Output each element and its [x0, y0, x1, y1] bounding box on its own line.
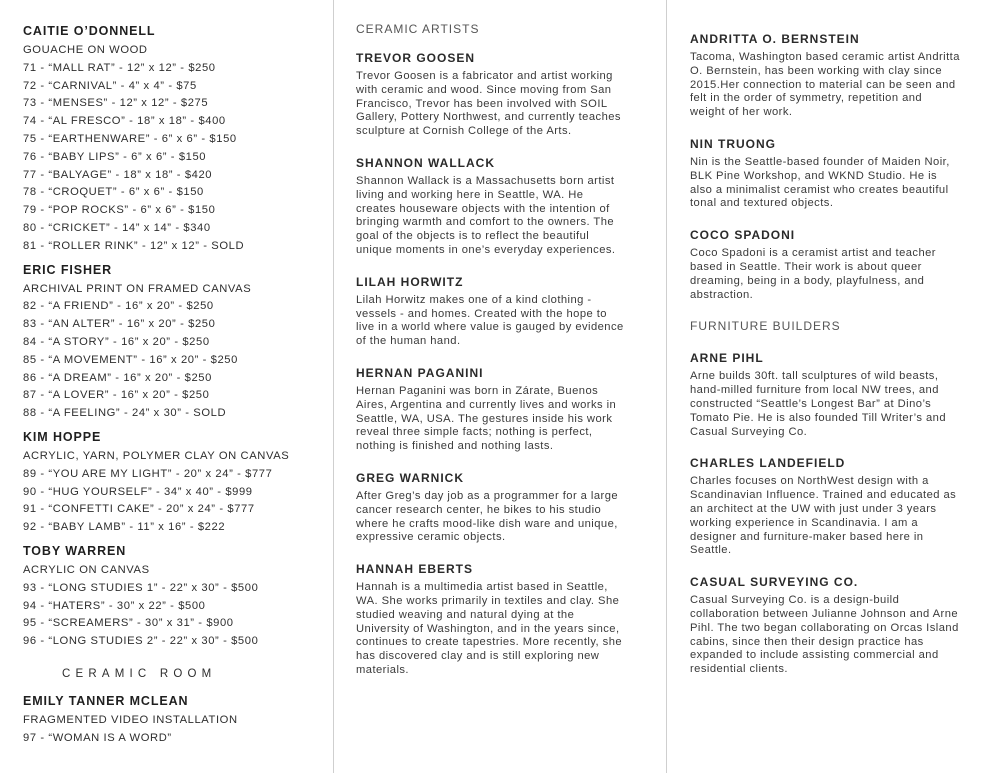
artist-name: TOBY WARREN: [23, 543, 127, 558]
artist-block: [23, 544, 323, 651]
bio-text: Charles focuses on NorthWest design with a Scandinavian Influence. Trained and educated as an architect at the UW with just under 3 years working experience in Scandinavia. I am a designer and furniture-maker based here in Seattle.: [690, 475, 957, 557]
artist-bio: [356, 156, 626, 258]
work-item: 74 - “AL FRESCO” - 18” x 18” - $400: [23, 115, 226, 128]
work-item: 73 - “MENSES” - 12” x 12” - $275: [23, 97, 209, 110]
bio-name: CASUAL SURVEYING CO.: [690, 575, 859, 590]
bio-text: Casual Surveying Co. is a design-build collaboration between Julianne Johnson and Arne Pihl. The two began collaborating on Orcas Island cabins, since then their design practice has expanded to include assisting commercial and residential clients.: [690, 594, 959, 676]
bio-name: ARNE PIHL: [690, 351, 764, 366]
bio-text: Hannah is a multimedia artist based in Seattle, WA. She works primarily in textiles and clay. She studied weaving and natural dying at the University of Washington, and in the years since, continues to create tapestries. More recently, she has discovered clay and is still exploring new materials.: [356, 581, 623, 676]
artist-block: [23, 263, 323, 423]
work-item: 72 - “CARNIVAL” - 4” x 4” - $75: [23, 79, 197, 92]
work-item: 86 - “A DREAM” - 16” x 20” - $250: [23, 371, 212, 384]
work-item: 79 - “POP ROCKS” - 6” x 6” - $150: [23, 204, 216, 217]
bio-text: Coco Spadoni is a ceramist artist and teacher based in Seattle. Their work is about queer dreaming, being in a body, playfulness, and abstraction.: [690, 247, 936, 301]
artist-bio: [356, 366, 626, 454]
work-item: 83 - “AN ALTER” - 16” x 20” - $250: [23, 318, 216, 331]
work-item: 81 - “ROLLER RINK” - 12” x 12” - SOLD: [23, 239, 245, 252]
bio-text: Lilah Horwitz makes one of a kind clothing - vessels - and homes. Created with the hope to live in a world where value is gauged by evidence of the human hand.: [356, 293, 624, 348]
ceramic-room-heading: CERAMIC ROOM: [62, 667, 217, 680]
artist-bio: [356, 275, 626, 349]
artist-name: CAITIE O’DONNELL: [23, 24, 156, 38]
work-item: 97 - “WOMAN IS A WORD”: [23, 731, 172, 744]
bio-name: TREVOR GOOSEN: [356, 51, 476, 65]
bio-name: ANDRITTA O. BERNSTEIN: [690, 32, 860, 46]
artist-bio: [356, 51, 626, 139]
work-item: 91 - “CONFETTI CAKE” - 20” x 24” - $777: [23, 503, 255, 516]
artist-medium: ACRYLIC, YARN, POLYMER CLAY ON CANVAS: [23, 449, 290, 462]
work-item: 94 - “HATERS” - 30” x 22” - $500: [23, 599, 206, 612]
work-item: 71 - “MALL RAT” - 12” x 12” - $250: [23, 61, 216, 74]
work-item: 88 - “A FEELING” - 24” x 30” - SOLD: [23, 407, 227, 420]
section-title: CERAMIC ARTISTS: [356, 22, 480, 36]
artist-bio: [356, 562, 626, 678]
bio-text: Shannon Wallack is a Massachusetts born artist living and working here in Seattle, WA. He creates houseware objects with the intention of bringing warmth and comfort to the owners. The goal of the objects is to reflect the beautiful unique moments in one’s everyday experiences.: [356, 174, 616, 256]
bio-text: Hernan Paganini was born in Zárate, Buenos Aires, Argentina and currently lives and works in Seattle, WA, USA. The gestures inside his work reveal three simple facts; nothing is perfect, nothing is finished and nothing lasts.: [356, 384, 617, 453]
column-divider: [666, 0, 667, 773]
artist-bio: [690, 32, 960, 120]
artist-block: [23, 430, 323, 537]
work-item: 78 - “CROQUET” - 6” x 6” - $150: [23, 186, 204, 199]
work-item: 96 - “LONG STUDIES 2” - 22” x 30” - $500: [23, 635, 259, 648]
artist-medium: ACRYLIC ON CANVAS: [23, 563, 150, 576]
section-title: FURNITURE BUILDERS: [690, 319, 841, 334]
artist-medium: FRAGMENTED VIDEO INSTALLATION: [23, 713, 238, 726]
artist-bio: [356, 471, 626, 545]
bio-name: NIN TRUONG: [690, 136, 776, 151]
builder-bio: [690, 456, 960, 558]
work-item: 75 - “EARTHENWARE” - 6” x 6” - $150: [23, 132, 237, 145]
artist-name: EMILY TANNER MCLEAN: [23, 693, 189, 708]
artist-name: ERIC FISHER: [23, 262, 113, 277]
bio-name: GREG WARNICK: [356, 470, 464, 485]
work-item: 84 - “A STORY” - 16” x 20” - $250: [23, 335, 210, 348]
column-divider: [333, 0, 334, 773]
artist-block: [23, 694, 323, 748]
bio-text: Trevor Goosen is a fabricator and artist working with ceramic and wood. Since moving from San Francisco, Trevor has been involved with SOIL Gallery, Pottery Northwest, and currently teaches sculpture at Cornish College of the Arts.: [356, 70, 621, 138]
bio-name: SHANNON WALLACK: [356, 155, 495, 170]
work-item: 92 - “BABY LAMB” - 11” x 16” - $222: [23, 521, 226, 534]
work-item: 87 - “A LOVER” - 16” x 20” - $250: [23, 389, 210, 402]
artist-bio: [690, 137, 960, 211]
bio-name: COCO SPADONI: [690, 228, 796, 243]
bios-column-right: [690, 0, 960, 773]
artist-block: [23, 24, 323, 256]
bio-name: LILAH HORWITZ: [356, 274, 464, 289]
work-item: 76 - “BABY LIPS” - 6” x 6” - $150: [23, 150, 207, 163]
work-item: 95 - “SCREAMERS” - 30” x 31” - $900: [23, 617, 234, 630]
work-item: 90 - “HUG YOURSELF” - 34” x 40” - $999: [23, 485, 253, 498]
work-item: 85 - “A MOVEMENT” - 16” x 20” - $250: [23, 353, 238, 366]
builder-bio: [690, 575, 960, 677]
bio-text: Arne builds 30ft. tall sculptures of wild beasts, hand-milled furniture from local NW trees, and constructed “Seattle’s Longest Bar” at Dino’s Tomato Pie. He is also founded Till Writer’s and Casual Surveying Co.: [690, 370, 947, 438]
artist-medium: GOUACHE ON WOOD: [23, 44, 148, 56]
artist-name: KIM HOPPE: [23, 429, 102, 444]
artist-medium: ARCHIVAL PRINT ON FRAMED CANVAS: [23, 282, 252, 295]
work-item: 89 - “YOU ARE MY LIGHT” - 20” x 24” - $777: [23, 467, 273, 480]
bio-name: HERNAN PAGANINI: [356, 365, 484, 380]
bio-name: CHARLES LANDEFIELD: [690, 456, 846, 471]
ceramic-artists-column: [356, 0, 626, 773]
work-item: 80 - “CRICKET” - 14” x 14” - $340: [23, 221, 211, 234]
bio-text: Tacoma, Washington based ceramic artist Andritta O. Bernstein, has been working with clay since 2015.Her connection to material can be seen and felt in the order of symmetry, repetition and weight of her work.: [690, 51, 960, 119]
price-list-column: [23, 0, 323, 773]
work-item: 93 - “LONG STUDIES 1” - 22” x 30” - $500: [23, 581, 259, 594]
work-item: 82 - “A FRIEND” - 16” x 20” - $250: [23, 300, 214, 313]
work-item: 77 - “BALYAGE” - 18” x 18” - $420: [23, 168, 213, 181]
bio-text: After Greg’s day job as a programmer for a large cancer research center, he bikes to his studio where he crafts mood-like dish ware and unique, expressive ceramic objects.: [356, 489, 619, 544]
artist-bio: [690, 228, 960, 302]
bio-name: HANNAH EBERTS: [356, 562, 474, 577]
bio-text: Nin is the Seattle-based founder of Maiden Noir, BLK Pine Workshop, and WKND Studio. He is also a minimalist ceramist who creates beautiful tonal and textured objects.: [690, 155, 950, 210]
builder-bio: [690, 351, 960, 439]
